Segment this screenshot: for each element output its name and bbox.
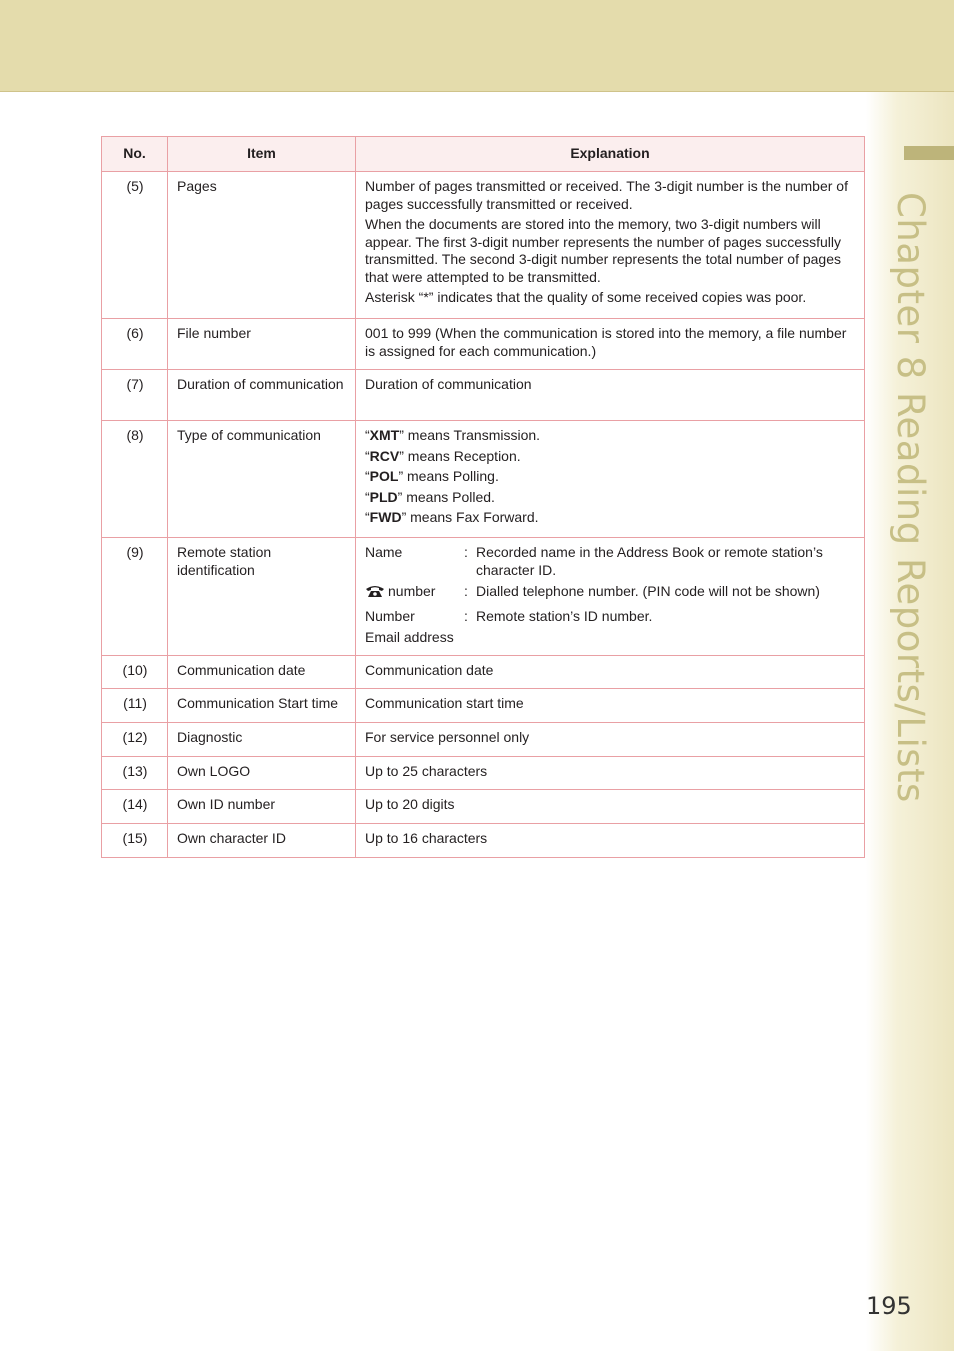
row-explanation [356, 421, 865, 538]
type-code: XMT [369, 427, 400, 443]
row-item: Own character ID [168, 824, 356, 858]
quote-open: “ [365, 488, 370, 505]
row-number: (8) [102, 421, 168, 538]
remote-station-fields [365, 544, 856, 647]
top-banner [0, 0, 954, 92]
row-item: Duration of communication [168, 370, 356, 421]
page-number: 195 [866, 1292, 912, 1320]
row-number: (6) [102, 319, 168, 370]
report-items-table [101, 136, 865, 858]
explanation-paragraph: Communication date [365, 662, 494, 678]
row-item: Own ID number [168, 790, 356, 824]
name-description: Recorded name in the Address Book or remote station’s character ID. [476, 544, 823, 578]
type-code: RCV [369, 447, 400, 464]
chapter-title: Chapter 8 Reading Reports/Lists [889, 192, 932, 803]
row-explanation [356, 757, 865, 790]
type-line-pld [365, 489, 856, 507]
quote-close: ” [399, 447, 404, 464]
phone-number-label-group [365, 583, 464, 604]
row-number: (10) [102, 656, 168, 689]
row-explanation [356, 538, 865, 656]
type-line-fwd [365, 509, 856, 527]
quote-close: ” [401, 509, 407, 525]
quote-open: “ [365, 509, 370, 525]
name-label: Name [365, 544, 403, 560]
row-number: (12) [102, 723, 168, 757]
explanation-paragraph: Number of pages transmitted or received. The 3-digit number is the number of pages successfully transmitted or received. [365, 178, 848, 212]
quote-close: ” [398, 468, 404, 484]
table-row [102, 319, 865, 370]
row-item: Own LOGO [168, 757, 356, 790]
explanation-paragraph: Communication start time [365, 695, 524, 711]
explanation-paragraph: When the documents are stored into the memory, two 3-digit numbers will appear. The first 3-digit number represents the number of pages successfully transmitted. The second 3-digit number represents the total number of pages that were attempted to be transmitted. [365, 216, 842, 285]
table-row [102, 172, 865, 319]
row-item: Communication Start time [168, 689, 356, 723]
row-number: (15) [102, 824, 168, 858]
type-meaning: means Transmission. [403, 427, 541, 443]
explanation-paragraph: For service personnel only [365, 729, 530, 745]
row-item: Communication date [168, 656, 356, 689]
row-item: Pages [168, 172, 356, 319]
header-explanation: Explanation [356, 137, 865, 172]
header-no: No. [102, 137, 168, 172]
type-meaning: means Polled. [402, 488, 495, 505]
explanation-paragraph: Duration of communication [365, 376, 532, 392]
row-number: (14) [102, 790, 168, 824]
row-explanation [356, 824, 865, 858]
header-item: Item [168, 137, 356, 172]
explanation-paragraph: Asterisk “*” indicates that the quality of some received copies was poor. [365, 289, 807, 305]
row-number: (5) [102, 172, 168, 319]
row-item: Type of communication [168, 421, 356, 538]
row-explanation [356, 172, 865, 319]
telephone-icon [365, 584, 385, 604]
phone-description: Dialled telephone number. (PIN code will not be shown) [476, 583, 820, 599]
type-meaning: means Polling. [403, 468, 499, 484]
colon: : [464, 583, 468, 599]
email-label: Email address [365, 629, 454, 645]
type-line-rcv [365, 448, 856, 466]
explanation-paragraph: Up to 16 characters [365, 830, 488, 846]
row-item: File number [168, 319, 356, 370]
row-explanation [356, 790, 865, 824]
type-line-xmt [365, 427, 856, 445]
table-row [102, 723, 865, 757]
colon: : [464, 607, 468, 624]
type-meaning: means Reception. [403, 447, 521, 464]
table-row [102, 689, 865, 723]
row-explanation [356, 656, 865, 689]
table-row [102, 421, 865, 538]
row-number: (9) [102, 538, 168, 656]
table-row [102, 370, 865, 421]
type-meaning: means Fax Forward. [406, 509, 539, 525]
type-code: PLD [369, 488, 398, 505]
phone-label: number [388, 583, 436, 599]
chapter-tab-marker [904, 146, 954, 160]
type-code: FWD [369, 509, 402, 525]
explanation-paragraph: 001 to 999 (When the communication is stored into the memory, a file number is assigned for each communication.) [365, 325, 847, 359]
row-explanation [356, 689, 865, 723]
row-number: (13) [102, 757, 168, 790]
quote-open: “ [365, 427, 370, 443]
explanation-paragraph: Up to 20 digits [365, 796, 455, 812]
quote-close: ” [399, 427, 404, 443]
quote-close: ” [397, 488, 403, 505]
table-row [102, 824, 865, 858]
row-explanation [356, 370, 865, 421]
row-number: (7) [102, 370, 168, 421]
quote-open: “ [365, 447, 370, 464]
number-description: Remote station’s ID number. [476, 607, 653, 624]
row-explanation [356, 319, 865, 370]
type-code: POL [369, 468, 399, 484]
type-line-pol [365, 468, 856, 486]
row-number: (11) [102, 689, 168, 723]
explanation-paragraph: Up to 25 characters [365, 763, 488, 779]
table-row [102, 757, 865, 790]
row-explanation [356, 723, 865, 757]
table-header-row [102, 137, 865, 172]
colon: : [464, 544, 468, 560]
number-label: Number [365, 607, 415, 624]
table-row [102, 656, 865, 689]
quote-open: “ [365, 468, 370, 484]
table-row [102, 538, 865, 656]
table-row [102, 790, 865, 824]
row-item: Diagnostic [168, 723, 356, 757]
row-item: Remote station identification [168, 538, 356, 656]
